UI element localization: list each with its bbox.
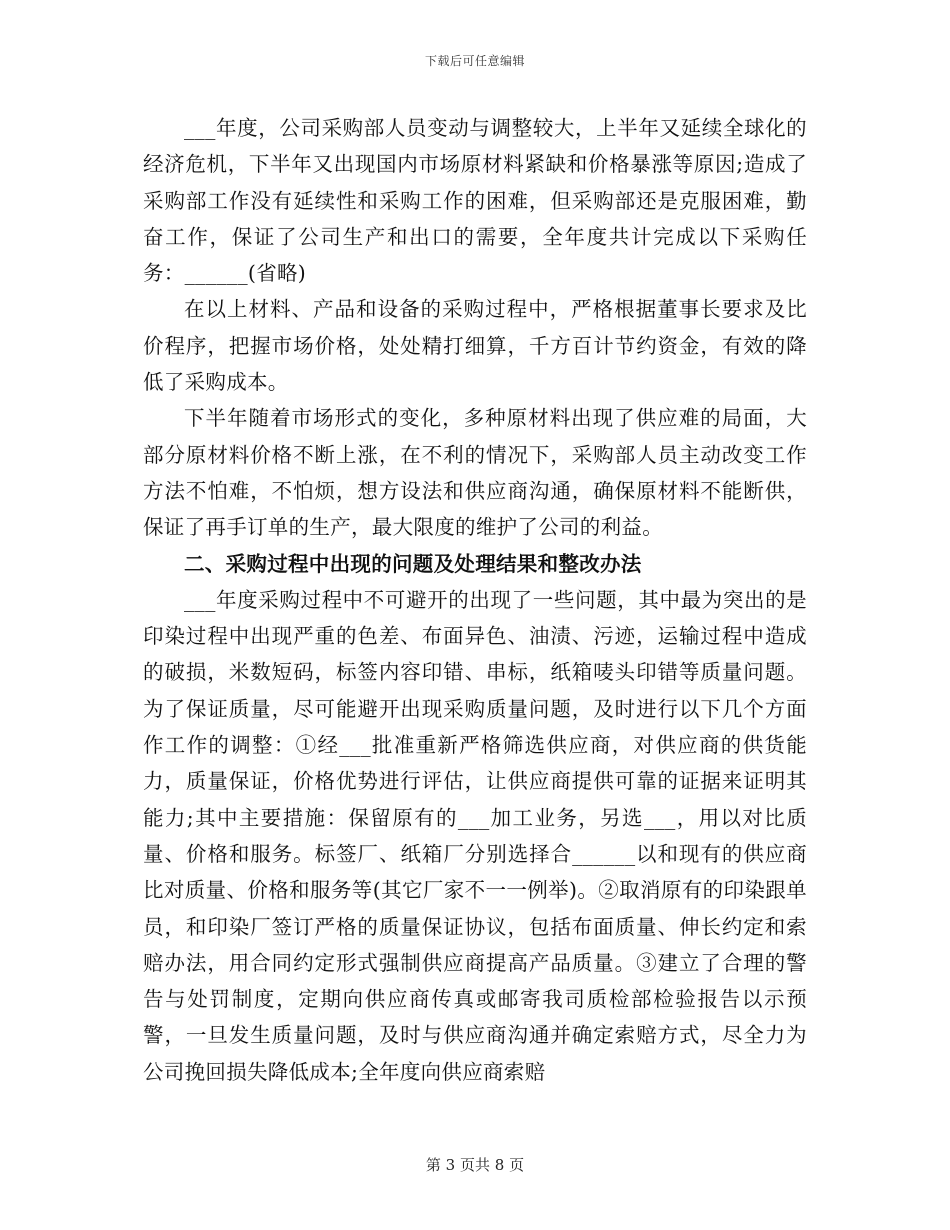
paragraph-procurement-issues: ___年度采购过程中不可避开的出现了一些问题，其中最为突出的是印染过程中出现严重的色差、布面异色、油渍、污迹，运输过程中造成的破损，米数短码，标签内容印错、串标，纸箱唛头印错等质量问题。为了保证质量，尽可能避开出现采购质量问题，及时进行以下几个方面作工作的调整：①经___批准重新严格筛选供应商，对供应商的供货能力，质量保证，价格优势进行评估，让供应商提供可靠的证据来证明其能力;其中主要措施：保留原有的___加工业务，另选___，用以对比质量、价格和服务。标签厂、纸箱厂分别选择合______以和现有的供应商比对质量、价格和服务等(其它厂家不一一例举)。②取消原有的印染跟单员，和印染厂签订严格的质量保证协议，包括布面质量、伸长约定和索赔办法，用合同约定形式强制供应商提高产品质量。③建立了合理的警告与处罚制度，定期向供应商传真或邮寄我司质检部检验报告以示预警，一旦发生质量问题，及时与供应商沟通并确定索赔方式，尽全力为公司挽回损失降低成本;全年度向供应商索赔 (143, 587, 807, 1084)
section-heading: 二、采购过程中出现的问题及处理结果和整改办法 (184, 551, 642, 576)
paragraph-market-change: 下半年随着市场形式的变化，多种原材料出现了供应难的局面，大部分原材料价格不断上涨，在不利的情况下，采购部人员主动改变工作方法不怕难，不怕烦，想方设法和供应商沟通，确保原材料不能断供，保证了再手订单的生产，最大限度的维护了公司的利益。 (143, 406, 807, 540)
document-body (143, 110, 807, 1090)
paragraph-cost-control: 在以上材料、产品和设备的采购过程中，严格根据董事长要求及比价程序，把握市场价格，处处精打细算，千方百计节约资金，有效的降低了采购成本。 (143, 297, 807, 395)
page-header-note: 下载后可任意编辑 (424, 54, 525, 68)
paragraph-annual-overview: ___年度，公司采购部人员变动与调整较大，上半年又延续全球化的经济危机，下半年又出现国内市场原材料紧缺和价格暴涨等原因;造成了采购部工作没有延续性和采购工作的困难，但采购部还是克服困难，勤奋工作，保证了公司生产和出口的需要，全年度共计完成以下采购任务：______(省略) (143, 116, 807, 286)
page-number-footer: 第 3 页共 8 页 (425, 1156, 525, 1174)
